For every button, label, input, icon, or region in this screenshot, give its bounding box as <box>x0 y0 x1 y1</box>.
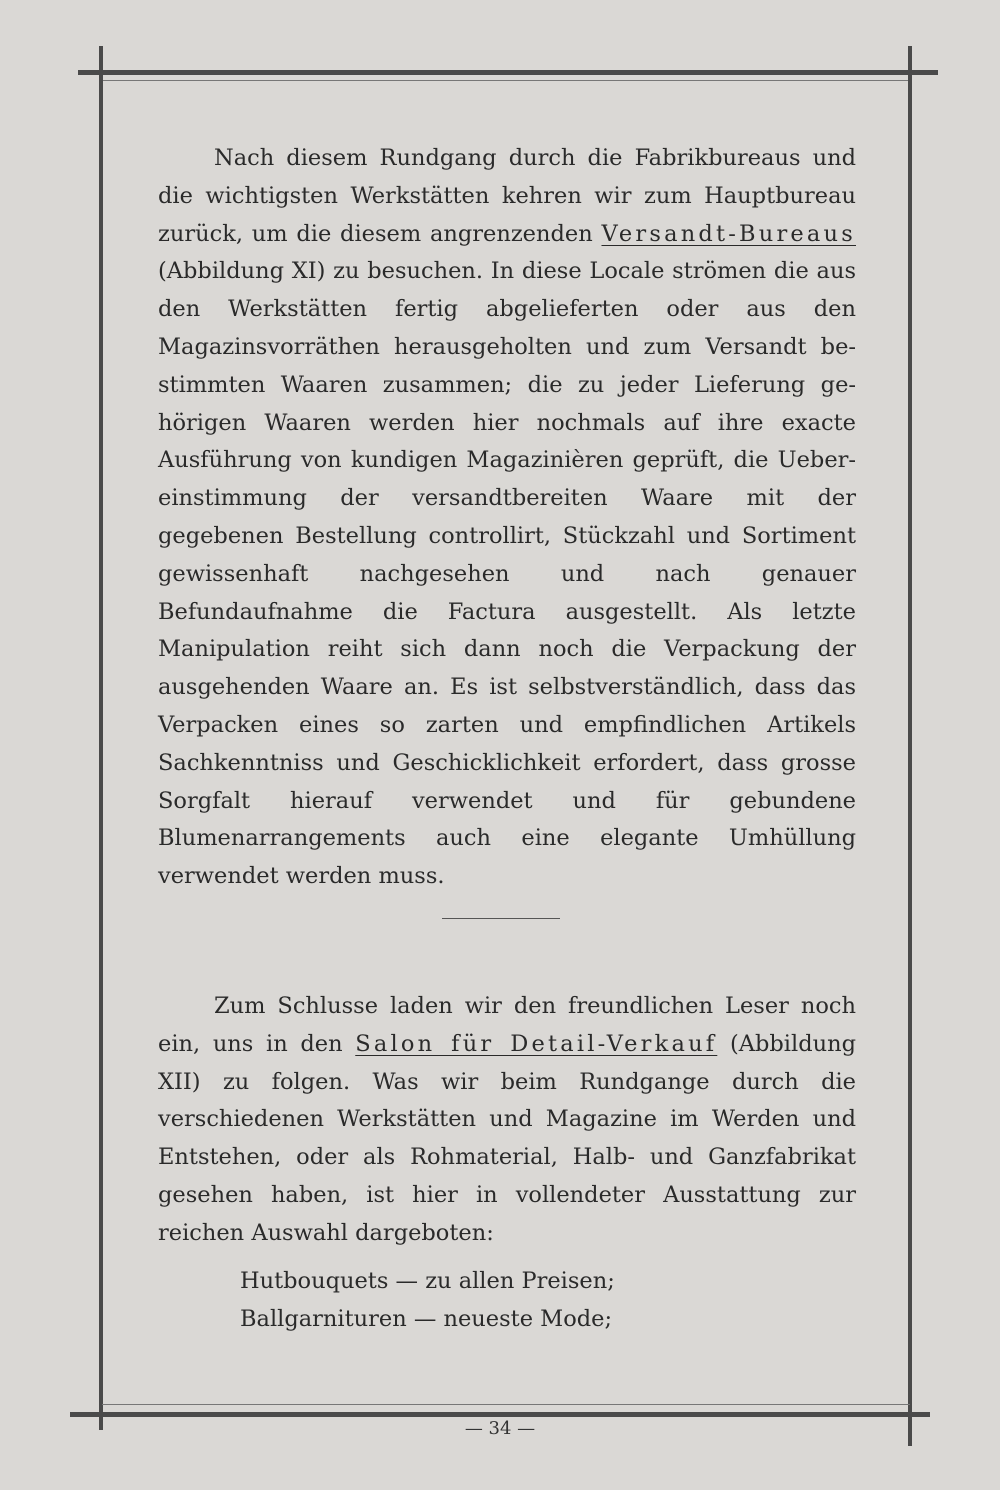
frame-top-rule <box>78 70 938 75</box>
paragraph-text <box>158 988 856 1253</box>
section-separator <box>442 918 560 919</box>
list-item: Ballgarnituren — neueste Mode; <box>240 1306 613 1332</box>
frame-left-rule <box>99 46 103 1430</box>
paragraph-text-part2: (Abbildung XI) zu besuchen. In diese Locale strömen die aus den Werkstätten fertig abgelieferten oder aus den Magazinsvorräthen herausgeholten und zum Versandt bestimmten Waaren zusammen; die zu jeder Lieferung gehörigen Waaren werden hier nochmals auf ihre exacte Ausführung von kundigen Magazinièren geprüft, die Uebereinstimmung der versandtbereiten Waare mit der gegebenen Bestellung controllirt, Stückzahl und Sortiment gewissenhaft nachgesehen und nach genauer Befundaufnahme die Factura ausgestellt. Als letzte Manipulation reiht sich dann noch die Verpackung der ausgehenden Waare an. Es ist selbstverständlich, dass das Verpacken eines so zarten und empfindlichen Artikels Sachkenntniss und Geschicklichkeit erfordert, dass grosse Sorgfalt hierauf verwendet und für gebundene Blumenarrangements auch eine elegante Umhüllung verwendet werden muss. <box>158 258 856 890</box>
product-list <box>240 1262 615 1338</box>
paragraph-text-part1: Zum Schlusse laden wir den freundlichen Leser noch ein, uns in den <box>158 993 856 1057</box>
paragraph-text <box>158 140 856 896</box>
frame-bottom-inner-rule <box>102 1404 910 1405</box>
paragraph-salon <box>158 988 856 1253</box>
frame-bottom-rule <box>70 1412 930 1417</box>
paragraph-text-part1: Nach diesem Rundgang durch die Fabrikbureaus und die wichtigsten Werkstätten kehren wir zum Hauptbureau zurück, um die diesem angrenzenden <box>158 145 856 247</box>
page-number: — 34 — <box>464 1418 536 1439</box>
paragraph-versandt <box>158 140 856 896</box>
highlight-salon-detail-verkauf: Salon für Detail-Verkauf <box>355 1030 718 1057</box>
paragraph-text-part2: (Abbildung XII) zu folgen. Was wir beim Rundgange durch die verschiedenen Werkstätten und Magazine im Werden und Entstehen, oder als Rohmaterial, Halb- und Ganzfabrikat gesehen haben, ist hier in vollendeter Ausstattung zur reichen Auswahl dargeboten: <box>158 1030 856 1246</box>
frame-top-inner-rule <box>102 80 910 81</box>
highlight-versandt-bureaus: Versandt-Bureaus <box>601 220 856 247</box>
list-item: Hutbouquets — zu allen Preisen; <box>240 1268 615 1294</box>
frame-right-rule <box>908 46 912 1446</box>
